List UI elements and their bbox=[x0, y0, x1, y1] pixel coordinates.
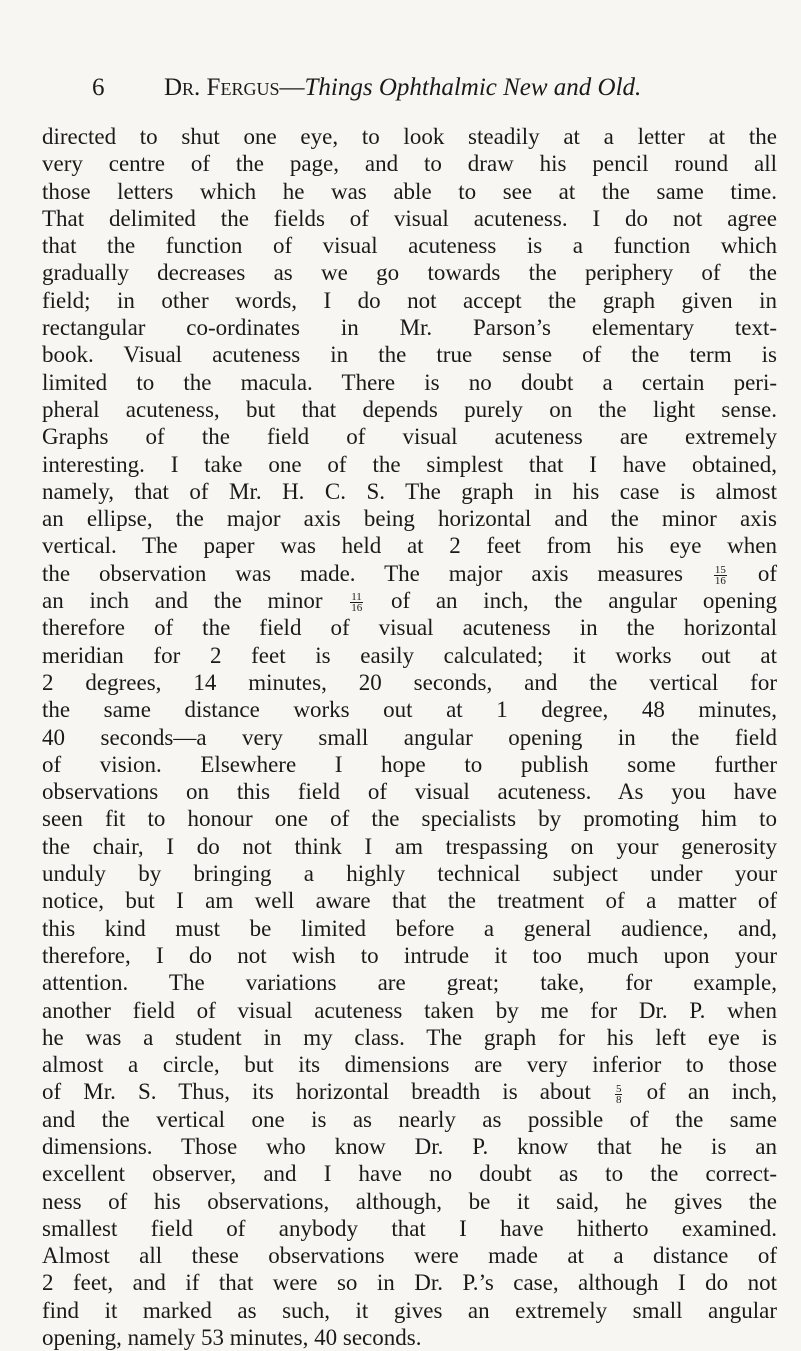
text-line: directed to shut one eye, to look steadily at a letter at the bbox=[42, 124, 777, 149]
text-line: excellent observer, and I have no doubt as to the correct- bbox=[42, 1161, 777, 1187]
text-line: that the function of visual acuteness is a function which bbox=[42, 233, 777, 259]
text-line-last: opening, namely 53 minutes, 40 seconds. bbox=[42, 1325, 422, 1351]
text-line: field; in other words, I do not accept the graph given in bbox=[42, 287, 777, 313]
text-line: 2 feet, and if that were so in Dr. P.’s case, although I do not bbox=[42, 1270, 777, 1296]
text-line: dimensions. Those who know Dr. P. know that he is an bbox=[42, 1133, 777, 1159]
text-line: That delimited the fields of visual acuteness. I do not agree bbox=[42, 205, 777, 231]
text-line: vertical. The paper was held at 2 feet from his eye when bbox=[42, 533, 777, 559]
text-line: those letters which he was able to see at the same time. bbox=[42, 178, 777, 204]
fraction-numerator: 11 bbox=[351, 591, 362, 604]
text-line: therefore of the field of visual acuteness in the horizontal bbox=[42, 615, 777, 641]
fraction-fifteen-sixteenths bbox=[714, 565, 727, 586]
text-line: meridian for 2 feet is easily calculated; it works out at bbox=[42, 642, 777, 668]
fraction-denominator: 16 bbox=[714, 574, 726, 587]
article-title: Things Ophthalmic New and Old. bbox=[304, 74, 642, 101]
fraction-denominator: 8 bbox=[615, 1093, 622, 1106]
fraction-numerator: 5 bbox=[615, 1082, 622, 1095]
fraction-five-eighths bbox=[615, 1084, 623, 1105]
title-dash: — bbox=[279, 74, 305, 101]
text-line: rectangular co-ordinates in Mr. Parson’s elementary text- bbox=[42, 315, 777, 341]
text-line: the same distance works out at 1 degree, 48 minutes, bbox=[42, 697, 777, 723]
text-line: gradually decreases as we go towards the periphery of the bbox=[42, 260, 777, 286]
text-line: attention. The variations are great; take, for example, bbox=[42, 970, 777, 996]
text-line: he was a student in my class. The graph for his left eye is bbox=[42, 1024, 777, 1050]
text-line: this kind must be limited before a general audience, and, bbox=[42, 915, 777, 941]
text-line: of vision. Elsewhere I hope to publish some further bbox=[42, 751, 777, 777]
text-line: unduly by bringing a highly technical subject under your bbox=[42, 861, 777, 887]
text-line: the chair, I do not think I am trespassing on your generosity bbox=[42, 833, 777, 859]
author-name: Dr. Fergus bbox=[164, 74, 280, 101]
text-line: observations on this field of visual acuteness. As you have bbox=[42, 779, 777, 805]
text-line: find it marked as such, it gives an extremely small angular bbox=[42, 1297, 777, 1323]
running-header bbox=[92, 72, 732, 104]
text-line: 40 seconds—a very small angular opening in the field bbox=[42, 724, 777, 750]
running-title bbox=[164, 72, 641, 104]
text-segment: of bbox=[757, 560, 778, 586]
fraction-denominator: 16 bbox=[351, 602, 363, 615]
text-line: Graphs of the field of visual acuteness are extremely bbox=[42, 424, 777, 450]
text-line: interesting. I take one of the simplest that I have obtained, bbox=[42, 451, 777, 477]
text-line-with-fraction bbox=[42, 560, 777, 587]
text-line: book. Visual acuteness in the true sense of the term is bbox=[42, 342, 777, 368]
text-line: almost a circle, but its dimensions are very inferior to those bbox=[42, 1052, 777, 1078]
text-line-with-fraction bbox=[42, 587, 777, 614]
text-line: notice, but I am well aware that the treatment of a matter of bbox=[42, 888, 777, 914]
text-line: 2 degrees, 14 minutes, 20 seconds, and the vertical for bbox=[42, 669, 777, 695]
text-segment: of an inch, bbox=[646, 1079, 778, 1105]
text-line: namely, that of Mr. H. C. S. The graph in his case is almost bbox=[42, 478, 777, 504]
fraction-numerator: 15 bbox=[714, 563, 726, 576]
text-line: limited to the macula. There is no doubt a certain peri- bbox=[42, 369, 777, 395]
text-line: another field of visual acuteness taken by me for Dr. P. when bbox=[42, 997, 777, 1023]
text-line: seen fit to honour one of the specialists by promoting him to bbox=[42, 806, 777, 832]
text-line: an ellipse, the major axis being horizontal and the minor axis bbox=[42, 506, 777, 532]
text-line: smallest field of anybody that I have hitherto examined. bbox=[42, 1215, 777, 1241]
text-line: therefore, I do not wish to intrude it too much upon your bbox=[42, 942, 777, 968]
text-line: very centre of the page, and to draw his pencil round all bbox=[42, 151, 777, 177]
text-segment: of Mr. S. Thus, its horizontal breadth is about bbox=[42, 1079, 591, 1105]
text-segment: an inch and the minor bbox=[42, 588, 323, 614]
text-line-with-fraction bbox=[42, 1078, 777, 1105]
text-line: pheral acuteness, but that depends purely on the light sense. bbox=[42, 396, 777, 422]
text-line: and the vertical one is as nearly as possible of the same bbox=[42, 1106, 777, 1132]
text-line: Almost all these observations were made at a distance of bbox=[42, 1243, 777, 1269]
text-line: ness of his observations, although, be it said, he gives the bbox=[42, 1188, 777, 1214]
text-segment: the observation was made. The major axis measures bbox=[42, 560, 683, 586]
page-number: 6 bbox=[92, 74, 105, 101]
text-segment: of an inch, the angular opening bbox=[390, 588, 777, 614]
fraction-eleven-sixteenths bbox=[350, 592, 363, 613]
body-text bbox=[42, 123, 777, 1351]
